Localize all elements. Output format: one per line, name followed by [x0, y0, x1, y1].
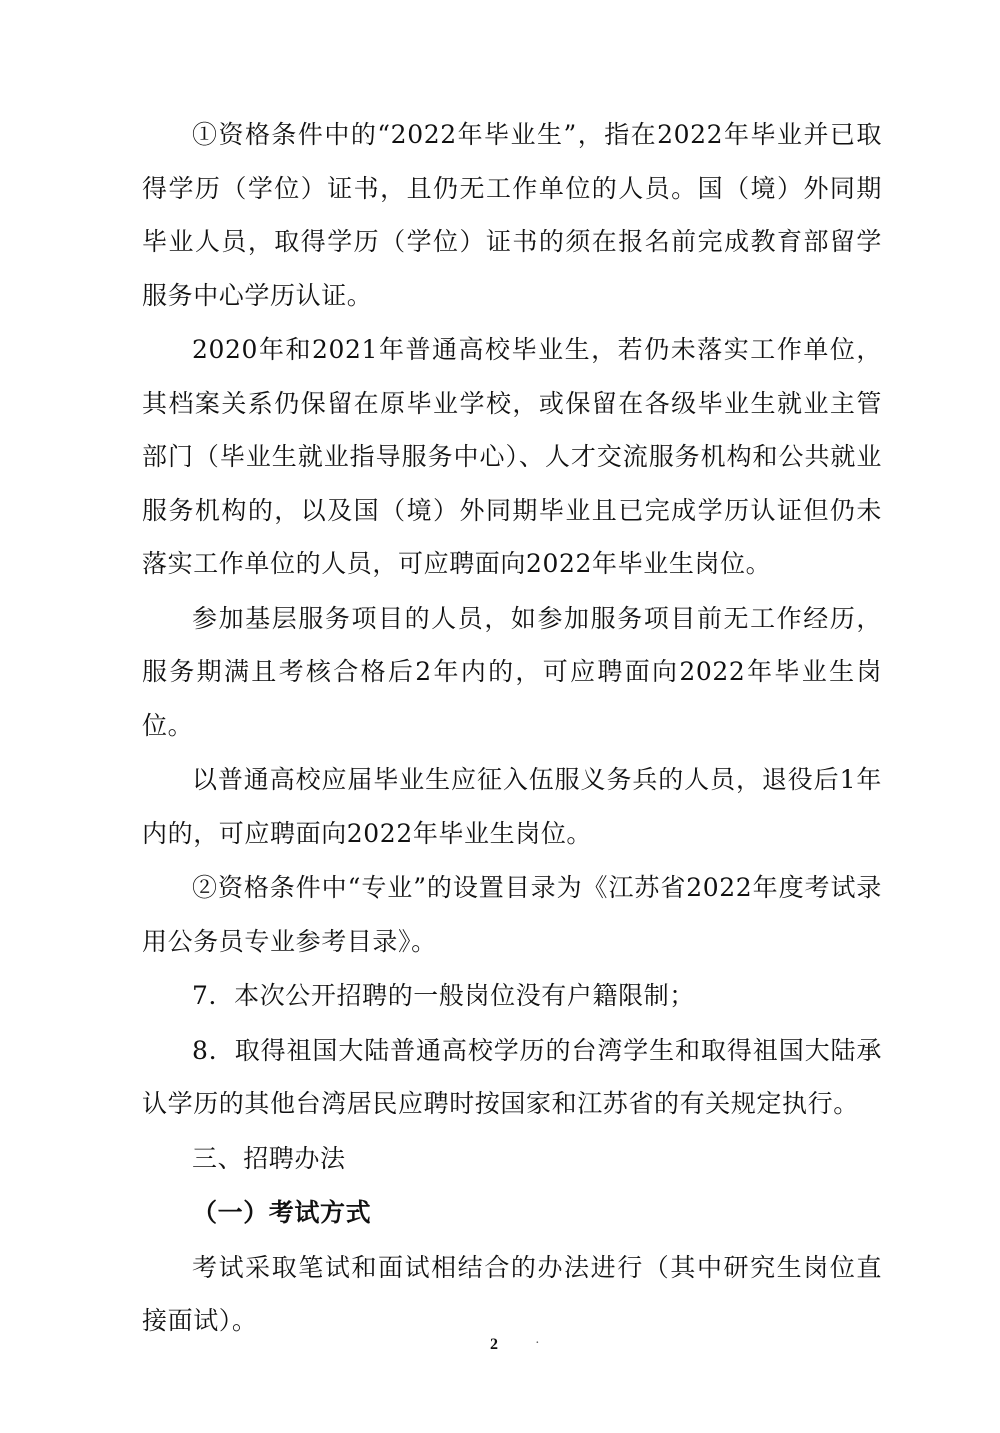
- subsection-heading-exam-method: （一）考试方式: [192, 1198, 372, 1227]
- page-number: 2: [490, 1336, 498, 1353]
- paragraph-enlisted-soldiers: 以普通高校应届毕业生应征入伍服义务兵的人员，退役后1年内的，可应聘面向2022年毕业生岗位。: [142, 765, 882, 848]
- paragraph-item-7: 7．本次公开招聘的一般岗位没有户籍限制；: [192, 981, 695, 1010]
- paragraph-qualification-note-1: ①资格条件中的“2022年毕业生”，指在2022年毕业并已取得学历（学位）证书，且仍无工作单位的人员。国（境）外同期毕业人员，取得学历（学位）证书的须在报名前完成教育部留学服务中心学历认证。: [142, 120, 882, 310]
- paragraph-2020-2021-graduates: 2020年和2021年普通高校毕业生，若仍未落实工作单位，其档案关系仍保留在原毕业学校，或保留在各级毕业生就业主管部门（毕业生就业指导服务中心）、人才交流服务机构和公共就业服务机构的，以及国（境）外同期毕业且已完成学历认证但仍未落实工作单位的人员，可应聘面向2022年毕业生岗位。: [142, 335, 882, 578]
- document-body: [142, 108, 882, 1348]
- paragraph-grassroots-service: 参加基层服务项目的人员，如参加服务项目前无工作经历，服务期满且考核合格后2年内的，可应聘面向2022年毕业生岗位。: [142, 603, 882, 740]
- paragraph-exam-format: 考试采取笔试和面试相结合的办法进行（其中研究生岗位直接面试）。: [142, 1252, 882, 1335]
- footer-dot: ·: [535, 1336, 540, 1351]
- section-heading-recruitment-method: 三、招聘办法: [192, 1143, 346, 1173]
- paragraph-qualification-note-2: ②资格条件中“专业”的设置目录为《江苏省2022年度考试录用公务员专业参考目录》。: [142, 873, 882, 956]
- paragraph-item-8: 8．取得祖国大陆普通高校学历的台湾学生和取得祖国大陆承认学历的其他台湾居民应聘时按国家和江苏省的有关规定执行。: [142, 1035, 882, 1118]
